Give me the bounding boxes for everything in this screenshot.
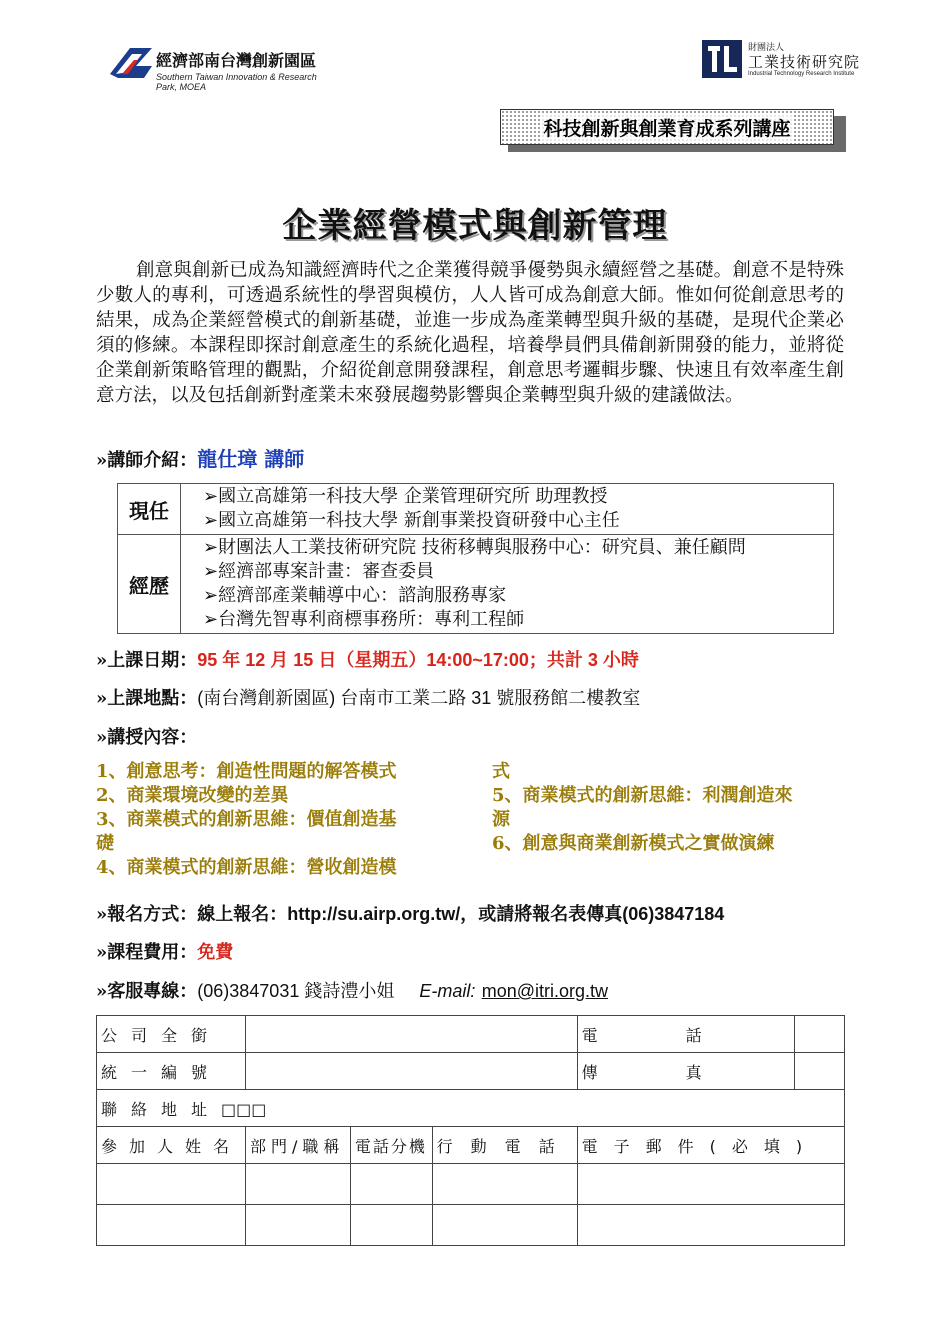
content-line: 6、創意與商業創新模式之實做演練	[492, 833, 775, 854]
company-input[interactable]	[246, 1016, 578, 1053]
itri-logo-icon	[702, 40, 742, 78]
page-title: 企業經營模式與創新管理	[282, 206, 668, 246]
content-line: 式	[492, 761, 510, 782]
address-label: 聯絡地址	[101, 1099, 222, 1119]
company-label-cell	[97, 1016, 246, 1053]
itri-english-name: Industrial Technology Research Institute	[748, 71, 855, 77]
attendee-mobile-input[interactable]	[432, 1205, 577, 1246]
experience-item: ➢財團法人工業技術研究院 技術移轉與服務中心：研究員、兼任顧問	[203, 537, 746, 558]
fee-line	[96, 938, 233, 964]
experience-item: ➢台灣先智專利商標事務所：專利工程師	[203, 609, 525, 630]
experience-item: ➢經濟部產業輔導中心：諮詢服務專家	[203, 585, 507, 606]
contact-phone-name: (06)3847031 錢詩澧小姐	[197, 981, 395, 1001]
stirp-name: 經濟部南台灣創新園區	[156, 51, 317, 70]
content-line: 5、商業模式的創新思維：利潤創造來	[492, 785, 793, 806]
experience-header: 經歷	[118, 535, 181, 634]
experience-row	[118, 535, 834, 634]
fax-label: 傳真	[581, 1062, 790, 1082]
tel-label: 電話	[581, 1025, 790, 1045]
address-zip-boxes[interactable]: □□□	[221, 1099, 267, 1119]
content-line: 3、商業模式的創新思維：價值創造基	[96, 809, 397, 830]
current-item: ➢國立高雄第一科技大學 企業管理研究所 助理教授	[203, 486, 608, 507]
attendee-name-input[interactable]	[97, 1205, 246, 1246]
tel-input[interactable]	[794, 1016, 844, 1053]
experience-item: ➢經濟部專案計畫：審查委員	[203, 561, 435, 582]
email-label: 電子郵件(必填)	[577, 1127, 844, 1164]
content-line: 2、商業環境改變的差異	[96, 785, 289, 806]
contact-label: »客服專線：	[96, 981, 198, 1002]
attendee-dept-input[interactable]	[246, 1205, 351, 1246]
registration-form	[96, 1015, 845, 1246]
location-label: »上課地點：	[96, 688, 198, 709]
registration-value[interactable]: 線上報名：http://su.airp.org.tw/，或請將報名表傳真(06)3847184	[197, 904, 725, 924]
attendee-dept-input[interactable]	[246, 1164, 351, 1205]
company-label: 公司全銜	[101, 1025, 222, 1045]
registration-line	[96, 900, 724, 926]
form-row-attendee-2	[97, 1205, 845, 1246]
attendee-email-input[interactable]	[577, 1164, 844, 1205]
tax-id-label: 統一編號	[101, 1062, 222, 1082]
fax-label-cell	[577, 1053, 794, 1090]
date-label: »上課日期：	[96, 650, 198, 671]
current-row	[118, 484, 834, 535]
series-banner	[500, 109, 834, 145]
instructor-name: 龍仕璋 講師	[197, 447, 305, 471]
form-row-company	[97, 1016, 845, 1053]
content-label: »講授內容：	[96, 727, 198, 748]
mobile-label: 行動電話	[432, 1127, 577, 1164]
tax-id-label-cell	[97, 1053, 246, 1090]
form-row-tax-id	[97, 1053, 845, 1090]
instructor-line	[96, 443, 304, 472]
experience-items	[181, 535, 834, 634]
date-value: 95 年 12 月 15 日（星期五）14:00~17:00；共計 3 小時	[197, 650, 639, 670]
location-value: (南台灣創新園區) 台南市工業二路 31 號服務館二樓教室	[197, 688, 641, 708]
fee-value: 免費	[197, 942, 234, 963]
form-row-address	[97, 1090, 845, 1127]
attendee-mobile-input[interactable]	[432, 1164, 577, 1205]
current-item: ➢國立高雄第一科技大學 新創事業投資研發中心主任	[203, 510, 620, 531]
date-line	[96, 646, 639, 672]
stirp-english-name: Southern Taiwan Innovation & Research Park, MOEA	[156, 72, 317, 92]
stirp-logo	[108, 40, 338, 100]
content-right-column	[492, 760, 852, 856]
content-line: 源	[492, 809, 510, 830]
registration-label: »報名方式：	[96, 904, 198, 925]
fax-input[interactable]	[794, 1053, 844, 1090]
ext-label: 電話分機	[350, 1127, 432, 1164]
instructor-table	[117, 483, 834, 634]
series-title: 科技創新與創業育成系列講座	[541, 114, 792, 141]
tax-id-input[interactable]	[246, 1053, 578, 1090]
contact-line	[96, 977, 608, 1003]
content-line: 4、商業模式的創新思維：營收創造模	[96, 857, 397, 878]
contact-email-label: E-mail:	[419, 981, 476, 1001]
itri-logo	[702, 40, 862, 80]
itri-small-label: 財團法人	[748, 43, 785, 53]
attendee-name-input[interactable]	[97, 1164, 246, 1205]
form-row-attendee-1	[97, 1164, 845, 1205]
contact-email-link[interactable]: mon@itri.org.tw	[481, 981, 609, 1001]
attendee-label: 參加人姓名	[97, 1127, 246, 1164]
content-line: 1、創意思考：創造性問題的解答模式	[96, 761, 397, 782]
form-row-attendee-header	[97, 1127, 845, 1164]
instructor-label: »講師介紹：	[96, 450, 198, 471]
fee-label: »課程費用：	[96, 942, 198, 963]
tel-label-cell	[577, 1016, 794, 1053]
location-line	[96, 684, 640, 710]
attendee-ext-input[interactable]	[350, 1164, 432, 1205]
content-line: 礎	[96, 833, 114, 854]
current-header: 現任	[118, 484, 181, 535]
stirp-logo-icon	[108, 44, 154, 84]
content-left-column	[96, 760, 476, 880]
address-cell[interactable]	[97, 1090, 845, 1127]
attendee-ext-input[interactable]	[350, 1205, 432, 1246]
current-items	[181, 484, 834, 535]
intro-paragraph: 創意與創新已成為知識經濟時代之企業獲得競爭優勢與永續經營之基礎。創意不是特殊少數人的專利，可透過系統性的學習與模仿，人人皆可成為創意大師。惟如何從創意思考的結果，成為企業經營模式的創新基礎，並進一步成為產業轉型與升級的基礎，是現代企業必須的修練。本課程即探討創意產生的系統化過程，培養學員們具備創新開發的能力，並將從企業創新策略管理的觀點，介紹從創意開發課程，創意思考邏輯步驟、快速且有效率產生創意方法，以及包括創新對產業未來發展趨勢影響與企業轉型與升級的建議做法。	[96, 260, 844, 406]
dept-label: 部門/職稱	[246, 1127, 351, 1164]
itri-name: 工業技術研究院	[748, 53, 861, 71]
attendee-email-input[interactable]	[577, 1205, 844, 1246]
